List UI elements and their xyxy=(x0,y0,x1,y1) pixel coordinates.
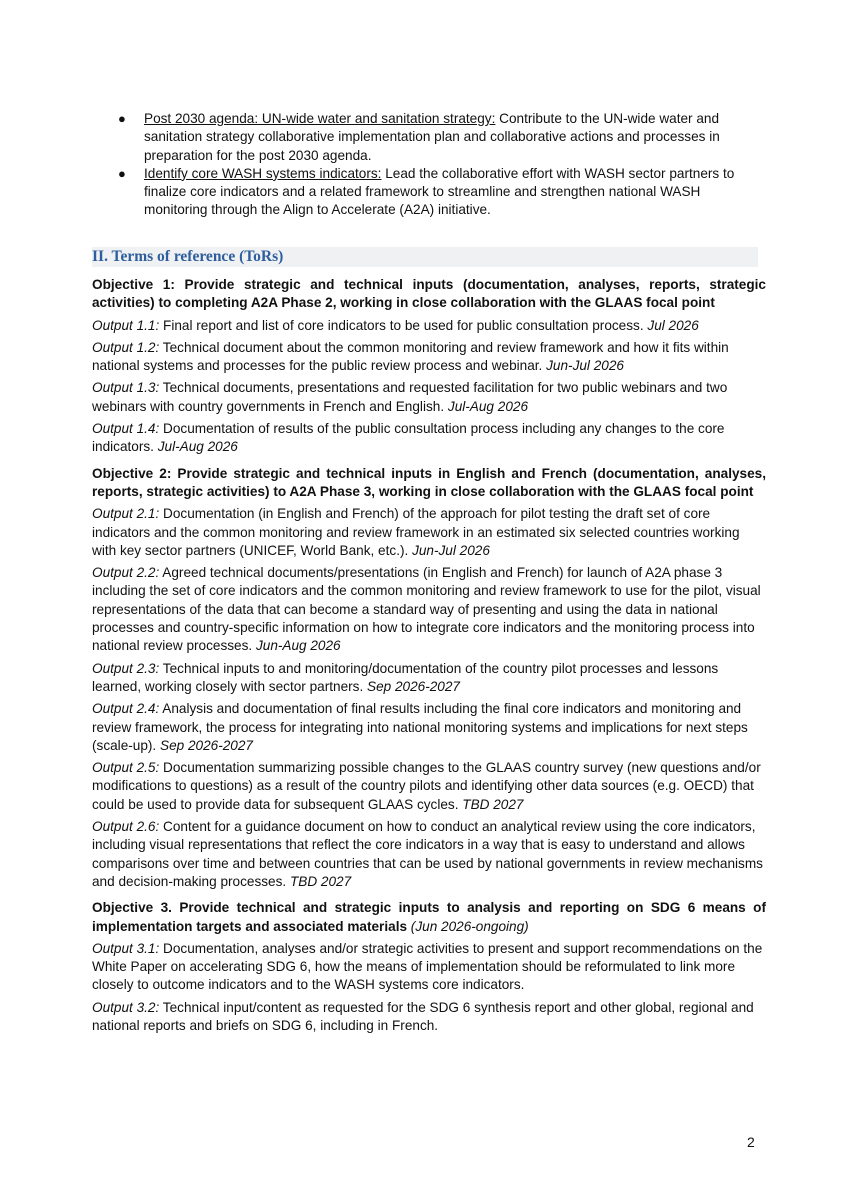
output-item: Output 2.5: Documentation summarizing possible changes to the GLAAS country survey (new questions and/or modifications to questions) as a result of the country pilots and identifying other data sources (e.g. OECD) that could be used to provide data for subsequent GLAAS cycles. TBD 2027 xyxy=(92,760,761,812)
output-item: Output 1.4: Documentation of results of the public consultation process including any changes to the core indicators. Jul-Aug 2026 xyxy=(92,421,725,455)
page-number: 2 xyxy=(747,1134,755,1150)
output-item: Output 3.1: Documentation, analyses and/or strategic activities to present and support recommendations on the White Paper on accelerating SDG 6, how the means of implementation should be reformulated to link more closely to outcome indicators and to the WASH systems core indicators. xyxy=(92,940,763,993)
bullet-text: Contribute to the UN-wide water and sanitation strategy collaborative implementation plan and collaborative actions and processes in preparation for the post 2030 agenda. xyxy=(144,111,720,163)
bullet-list xyxy=(118,110,766,220)
output-item: Output 2.3: Technical inputs to and monitoring/documentation of the country pilot processes and lessons learned, working closely with sector partners. Sep 2026-2027 xyxy=(92,660,719,694)
bullet-title: Post 2030 agenda: UN-wide water and sanitation strategy: xyxy=(144,111,496,126)
terms-of-reference xyxy=(92,276,766,1039)
bullet-icon: ● xyxy=(118,111,126,126)
output-item: Output 2.1: Documentation (in English and French) of the approach for pilot testing the draft set of core indicators and the common monitoring and review framework in an estimated six selected countries working with key sector partners (UNICEF, World Bank, etc.). Jun-Jul 2026 xyxy=(92,506,740,558)
output-item: Output 1.3: Technical documents, presentations and requested facilitation for two public webinars and two webinars with country governments in French and English. Jul-Aug 2026 xyxy=(92,380,728,414)
objective-3-title: Objective 3. Provide technical and strategic inputs to analysis and reporting on SDG 6 means of implementation targets and associated materials (Jun 2026-ongoing) xyxy=(92,900,766,934)
bullet-item xyxy=(118,165,766,220)
output-item: Output 2.2: Agreed technical documents/presentations (in English and French) for launch of A2A phase 3 including the set of core indicators and the common monitoring and review framework to use for the pilot, visual representations of the data that can become a standard way of presenting and using the data in national processes and country-specific information on how to integrate core indicators and the monitoring process into national review processes. Jun-Aug 2026 xyxy=(92,565,761,654)
output-item: Output 1.1: Final report and list of core indicators to be used for public consultation process. Jul 2026 xyxy=(92,317,699,333)
output-item: Output 2.4: Analysis and documentation of final results including the final core indicators and monitoring and review framework, the process for integrating into national monitoring systems and implications for next steps (scale-up). Sep 2026-2027 xyxy=(92,701,748,753)
objective-2-title: Objective 2: Provide strategic and technical inputs in English and French (documentation, analyses, reports, strategic activities) to A2A Phase 3, working in close collaboration with the GLAAS focal point xyxy=(92,465,766,499)
output-item: Output 2.6: Content for a guidance document on how to conduct an analytical review using the core indicators, including visual representations that reflect the core indicators in a way that is easy to understand and allows comparisons over time and between countries that can be used by national governments in review mechanisms and decision-making processes. TBD 2027 xyxy=(92,819,763,889)
bullet-item xyxy=(118,110,766,165)
bullet-title: Identify core WASH systems indicators: xyxy=(144,165,382,181)
bullet-icon: ● xyxy=(118,165,126,181)
objective-1-title: Objective 1: Provide strategic and technical inputs (documentation, analyses, reports, strategic activities) to completing A2A Phase 2, working in close collaboration with the GLAAS focal point xyxy=(92,277,766,311)
objective-3-timeline: (Jun 2026-ongoing) xyxy=(407,918,529,934)
bullet-text: Lead the collaborative effort with WASH sector partners to finalize core indicators and a related framework to streamline and strengthen national WASH monitoring through the Align to Accelerate (A2A) initiative. xyxy=(144,165,735,218)
output-item: Output 3.2: Technical input/content as requested for the SDG 6 synthesis report and other global, regional and national reports and briefs on SDG 6, including in French. xyxy=(92,999,754,1033)
output-item: Output 1.2: Technical document about the common monitoring and review framework and how it fits within national systems and processes for the public review process and webinar. Jun-Jul 2026 xyxy=(92,339,729,374)
section-heading: II. Terms of reference (ToRs) xyxy=(92,247,758,267)
